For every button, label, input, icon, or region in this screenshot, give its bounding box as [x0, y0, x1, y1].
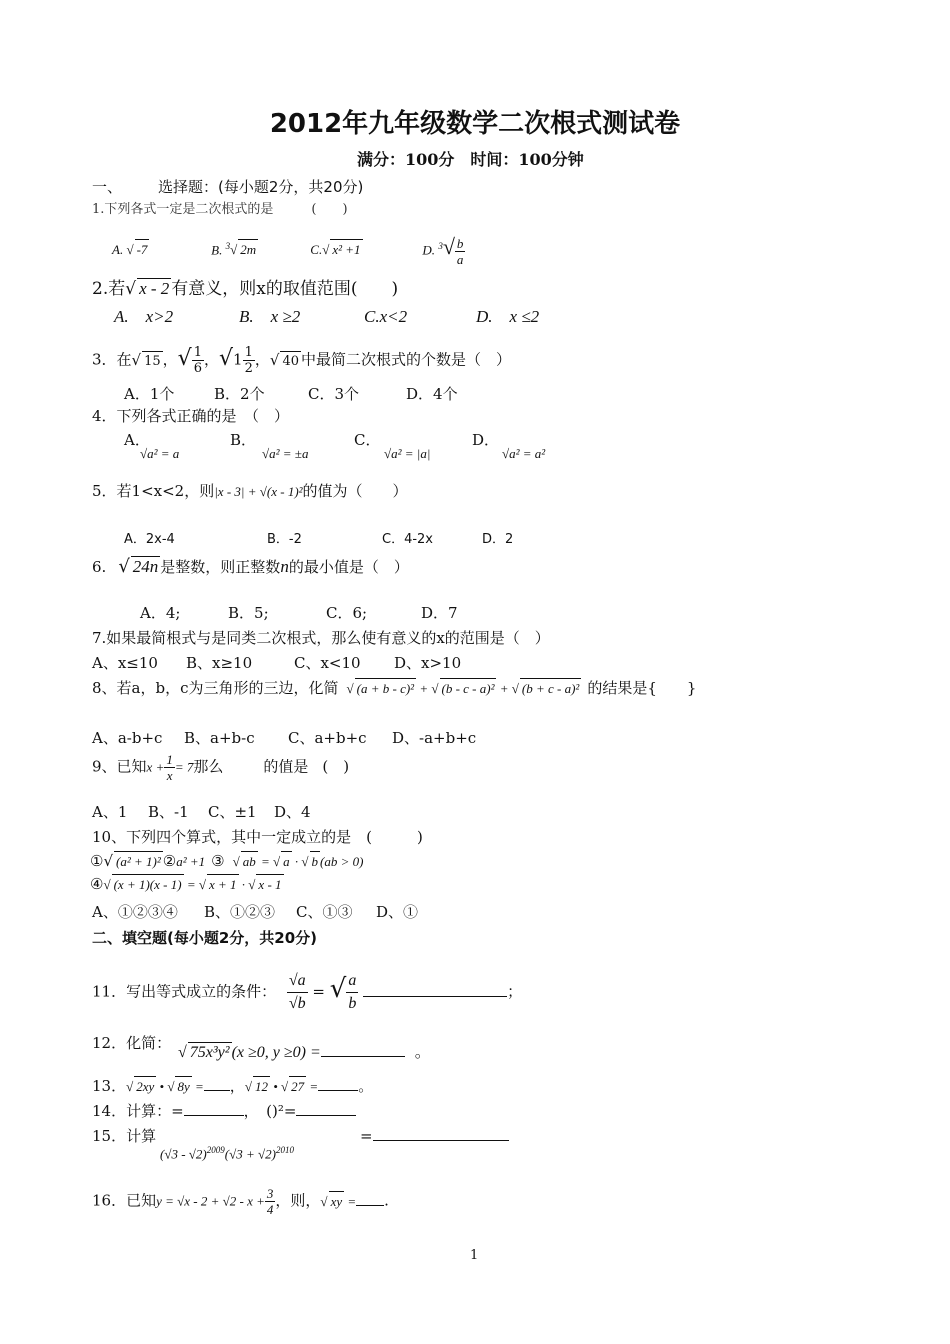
- q8-option-d: D、-a+b+c: [392, 729, 477, 747]
- question-7-stem: 7.如果最简根式与是同类二次根式，那么使有意义的x的范围是（ ）: [92, 629, 550, 647]
- q2-option-a: A. x>2: [114, 307, 174, 326]
- q10-option-d: D、①: [376, 903, 419, 921]
- question-6: 6.√ 24n 是整数，则正整数n的最小值是（ ）: [92, 556, 409, 577]
- q1-option-b: B. $^3$√ 2m: [211, 236, 306, 260]
- question-13: 13．√ 2xy • √ 8y = ，√ 12 • √ 27 = 。: [92, 1076, 373, 1097]
- q5-option-d: D．2: [482, 532, 514, 547]
- page-number: 1: [470, 1248, 479, 1263]
- question-11: 11．写出等式成立的条件： √ a √ b = √ $\frac{a}{b}$ ；: [92, 970, 522, 1015]
- q3-option-d: D．4个: [406, 385, 458, 403]
- question-9-options: [92, 802, 311, 822]
- page-title: 2012年九年级数学二次根式测试卷: [269, 109, 681, 139]
- question-3: 3．在√ 15 ，√ $\frac{1}{6}$ ，√ 1 $\frac{1}{2}$ ，√ 40 中最简二次根式的个数是（ ）: [92, 345, 511, 376]
- q4-option-d: √ a² = a²: [502, 444, 545, 464]
- question-10-exprs-2: ④√ (x + 1)(x - 1) = √ x + 1 · √ x - 1: [90, 874, 284, 895]
- q14-answer-blank-1[interactable]: [184, 1101, 244, 1116]
- q13-answer-blank-2[interactable]: [318, 1076, 358, 1091]
- q2-option-b: B. x ≥2: [239, 307, 301, 326]
- q12-answer-blank[interactable]: [321, 1042, 405, 1057]
- q10-option-c: C、①③: [296, 903, 353, 921]
- q6-option-c: C．6;: [326, 604, 368, 622]
- q3-option-b: B．2个: [214, 385, 265, 403]
- q15-answer-blank[interactable]: [373, 1126, 509, 1141]
- question-5: 5．若1<x<2，则|x - 3| + √(x - 1)²的值为（ ）: [92, 482, 408, 500]
- q4-option-c: √ a² = |a|: [384, 444, 502, 464]
- q6-option-a: A．4;: [140, 604, 181, 622]
- question-1-options: [112, 236, 465, 267]
- q1-option-a: A. √ -7: [112, 239, 207, 260]
- section-1-number: 一、: [92, 178, 123, 196]
- q5-option-c: C．4-2x: [382, 532, 434, 547]
- q11-answer-blank[interactable]: [363, 982, 507, 997]
- q3-option-a: A．1个: [124, 385, 175, 403]
- question-4-stem: 4．下列各式正确的是 （ ）: [92, 407, 290, 425]
- question-9: 9、已知x + $\frac{1}{x}$ = 7那么 的值是 ( ): [92, 752, 350, 783]
- q14-answer-blank-2[interactable]: [296, 1101, 356, 1116]
- q1-option-c: C.√ x² +1: [310, 239, 418, 260]
- q2-option-c: C.x<2: [364, 307, 408, 326]
- question-3-options: [124, 384, 458, 404]
- q10-option-a: A、①②③④: [92, 903, 178, 921]
- question-16: 16．已知y = √x - 2 + √2 - x + $\frac{3}{4}$ ，则，√ xy = .: [92, 1186, 389, 1217]
- question-12: 12．化简：: [92, 1034, 172, 1052]
- section-1-heading: [92, 177, 363, 197]
- q8-option-a: A、a-b+c: [92, 729, 163, 747]
- q4-option-a: √ a² = a: [140, 444, 262, 464]
- q7-option-a: A、x≤10: [92, 654, 158, 672]
- question-10-options: [92, 902, 418, 922]
- q10-option-b: B、①②③: [204, 903, 276, 921]
- q6-option-b: B．5;: [228, 604, 269, 622]
- q9-option-c: C、±1: [208, 803, 257, 821]
- question-15-answer: =: [360, 1126, 509, 1146]
- question-10-exprs-1: ①√ (a² + 1)² ②a² +1 ③√ ab = √ a · √ b (ab > 0): [90, 851, 363, 872]
- q7-option-b: B、x≥10: [186, 654, 253, 672]
- question-8-options: [92, 728, 476, 748]
- q16-answer-blank[interactable]: [356, 1191, 384, 1206]
- q9-option-b: B、-1: [148, 803, 189, 821]
- question-5-options: [124, 530, 513, 550]
- q9-option-a: A、1: [92, 803, 128, 821]
- q13-answer-blank-1[interactable]: [204, 1076, 230, 1091]
- question-10-stem: 10、下列四个算式，其中一定成立的是 ( ): [92, 828, 423, 846]
- q7-option-c: C、x<10: [294, 654, 361, 672]
- q1-option-d: D. $^3$√ $\frac{b}{a}$: [422, 236, 465, 267]
- question-7-options: [92, 653, 461, 673]
- question-1-stem: 1.下列各式一定是二次根式的是: [92, 202, 274, 217]
- question-15-expr: $(√3 - √2)^{2009}(√3 + √2)^{2010}$: [160, 1145, 294, 1162]
- question-2: 2.若√ x - 2 有意义，则x的取值范围( ): [92, 278, 398, 299]
- question-15: 15．计算: [92, 1127, 157, 1145]
- q2-option-d: D. x ≤2: [476, 307, 540, 326]
- question-12-expr: √ 75x³y² (x ≥0, y ≥0) = 。: [178, 1042, 431, 1063]
- question-4-labels: A． B． C． D．: [124, 431, 500, 449]
- subtitle: 满分：100分 时间：100分钟: [357, 150, 584, 169]
- question-4-options: [140, 444, 545, 464]
- question-1: [92, 200, 348, 220]
- q4-option-b: √ a² = ±a: [262, 444, 384, 464]
- q9-option-d: D、4: [274, 803, 311, 821]
- question-14: 14．计算：= ， ()²=: [92, 1101, 356, 1121]
- question-6-options: [140, 603, 458, 623]
- q5-option-a: A．2x-4: [124, 532, 175, 547]
- q3-option-c: C．3个: [308, 385, 360, 403]
- q6-option-d: D．7: [421, 604, 458, 622]
- q8-option-b: B、a+b-c: [184, 729, 255, 747]
- question-8: 8、若a，b，c为三角形的三边，化简√ (a + b - c)² + √ (b - c - a)² + √ (b + c - a)² 的结果是{ }: [92, 678, 696, 699]
- q8-option-c: C、a+b+c: [288, 729, 367, 747]
- question-2-options: [114, 307, 539, 327]
- question-1-paren: ( ): [311, 202, 348, 217]
- q7-option-d: D、x>10: [394, 654, 462, 672]
- section-1-title: 选择题：(每小题2分，共20分): [158, 178, 364, 196]
- q5-option-b: B．-2: [267, 532, 302, 547]
- section-2-heading: 二、填空题(每小题2分，共20分): [92, 929, 318, 947]
